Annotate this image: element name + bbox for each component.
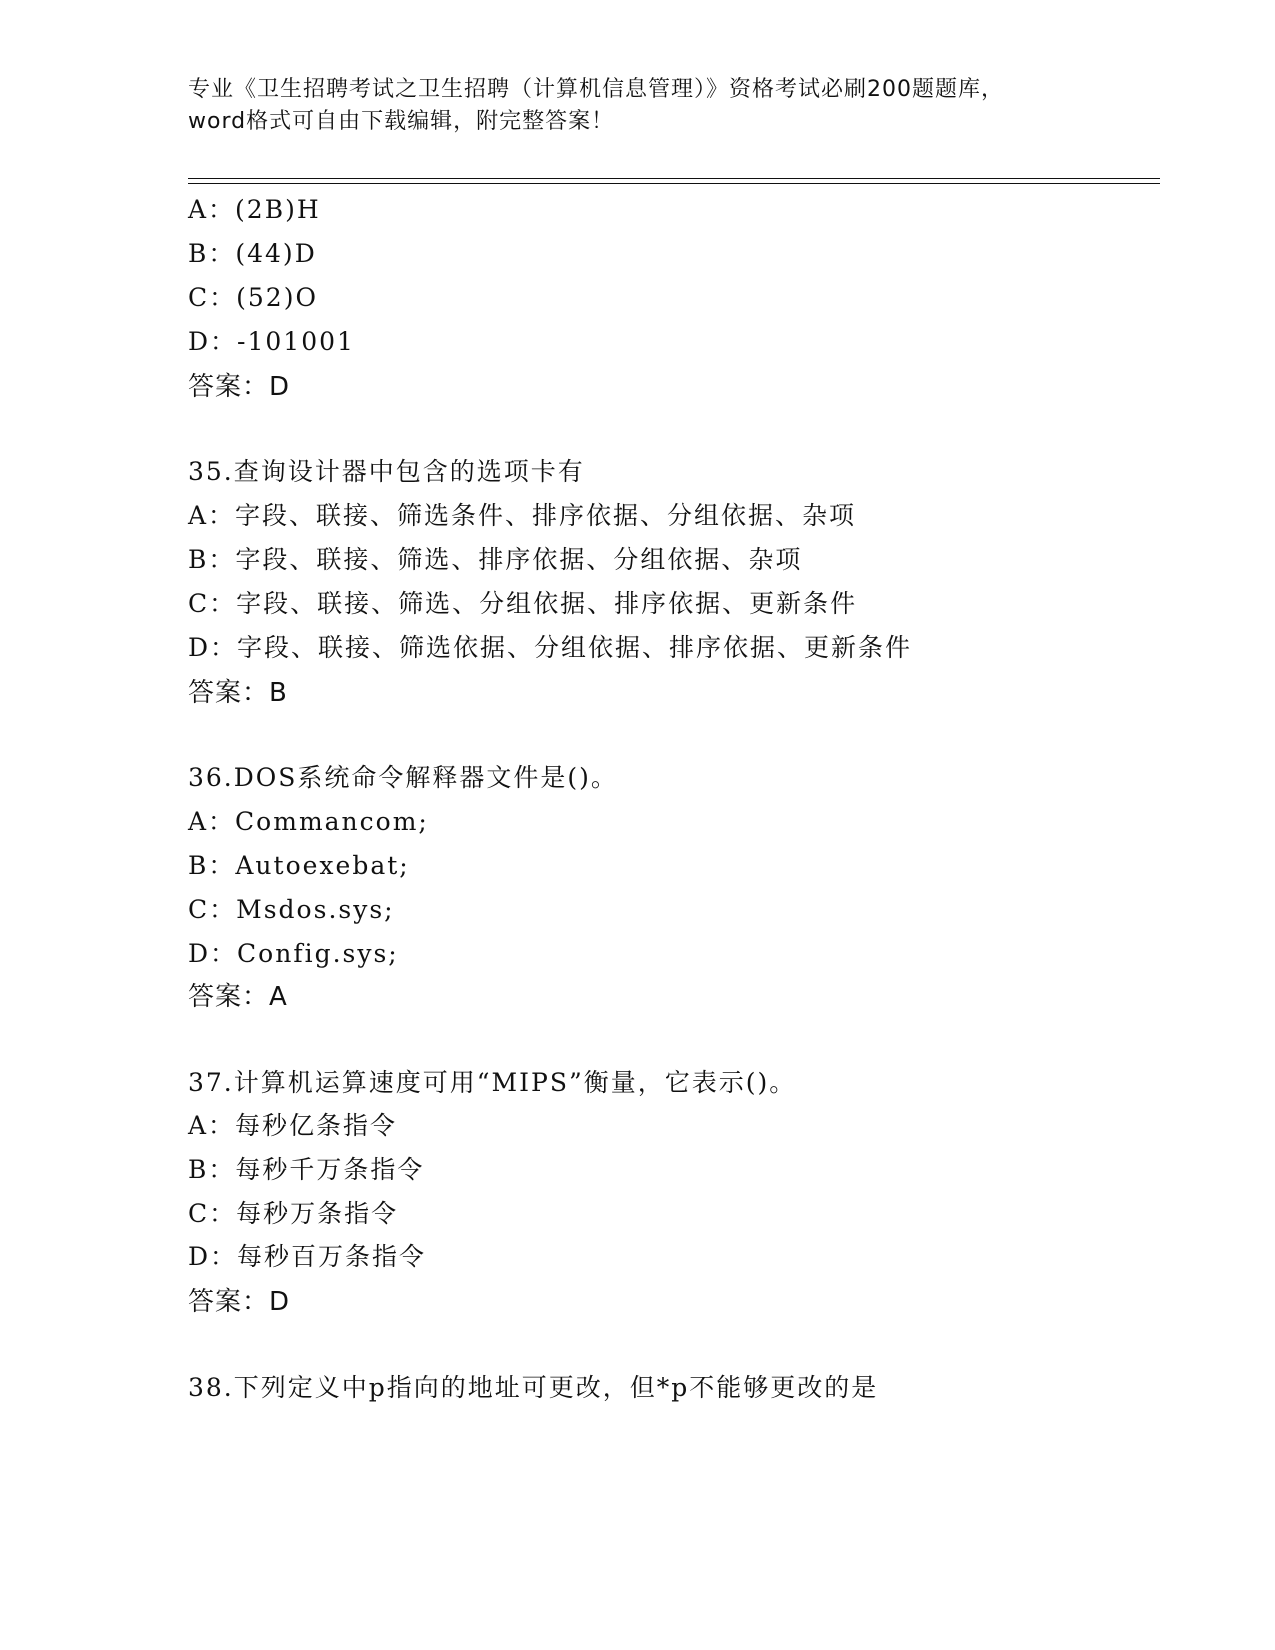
document-header [188, 74, 1088, 138]
q37-question: 37.计算机运算速度可用“MIPS”衡量，它表示()。 [188, 1068, 797, 1097]
q34-option-b: B：(44)D [188, 239, 317, 268]
q37-option-a: A：每秒亿条指令 [188, 1111, 398, 1140]
header-line-1: 专业《卫生招聘考试之卫生招聘（计算机信息管理）》资格考试必刷200题题库， [188, 77, 1004, 102]
q35-question: 35.查询设计器中包含的选项卡有 [188, 457, 585, 486]
q36-option-d: D：Config.sys; [188, 939, 399, 968]
q34-option-d: D：-101001 [188, 327, 355, 356]
q37-answer: 答案：D [188, 1287, 291, 1317]
q38-question: 38.下列定义中p指向的地址可更改，但*p不能够更改的是 [188, 1373, 879, 1402]
q35-option-b: B：字段、联接、筛选、排序依据、分组依据、杂项 [188, 545, 803, 574]
header-divider-top [188, 178, 1160, 179]
q34-answer: 答案：D [188, 372, 291, 402]
q37-option-b: B：每秒千万条指令 [188, 1155, 425, 1184]
q36-option-b: B：Autoexebat; [188, 851, 410, 880]
q36-option-c: C：Msdos.sys; [188, 895, 395, 924]
q37-option-c: C：每秒万条指令 [188, 1199, 399, 1228]
q35-answer: 答案：B [188, 678, 288, 708]
q36-answer: 答案：A [188, 982, 288, 1012]
q36-option-a: A：Commancom; [188, 807, 429, 836]
header-divider-bottom [188, 183, 1160, 184]
q37-option-d: D：每秒百万条指令 [188, 1242, 427, 1271]
q34-option-c: C：(52)O [188, 283, 318, 312]
q35-option-a: A：字段、联接、筛选条件、排序依据、分组依据、杂项 [188, 501, 857, 530]
header-line-2: word格式可自由下载编辑，附完整答案！ [188, 109, 615, 134]
q35-option-d: D：字段、联接、筛选依据、分组依据、排序依据、更新条件 [188, 633, 913, 662]
q35-option-c: C：字段、联接、筛选、分组依据、排序依据、更新条件 [188, 589, 858, 618]
q34-option-a: A：(2B)H [188, 195, 321, 224]
q36-question: 36.DOS系统命令解释器文件是()。 [188, 763, 618, 792]
